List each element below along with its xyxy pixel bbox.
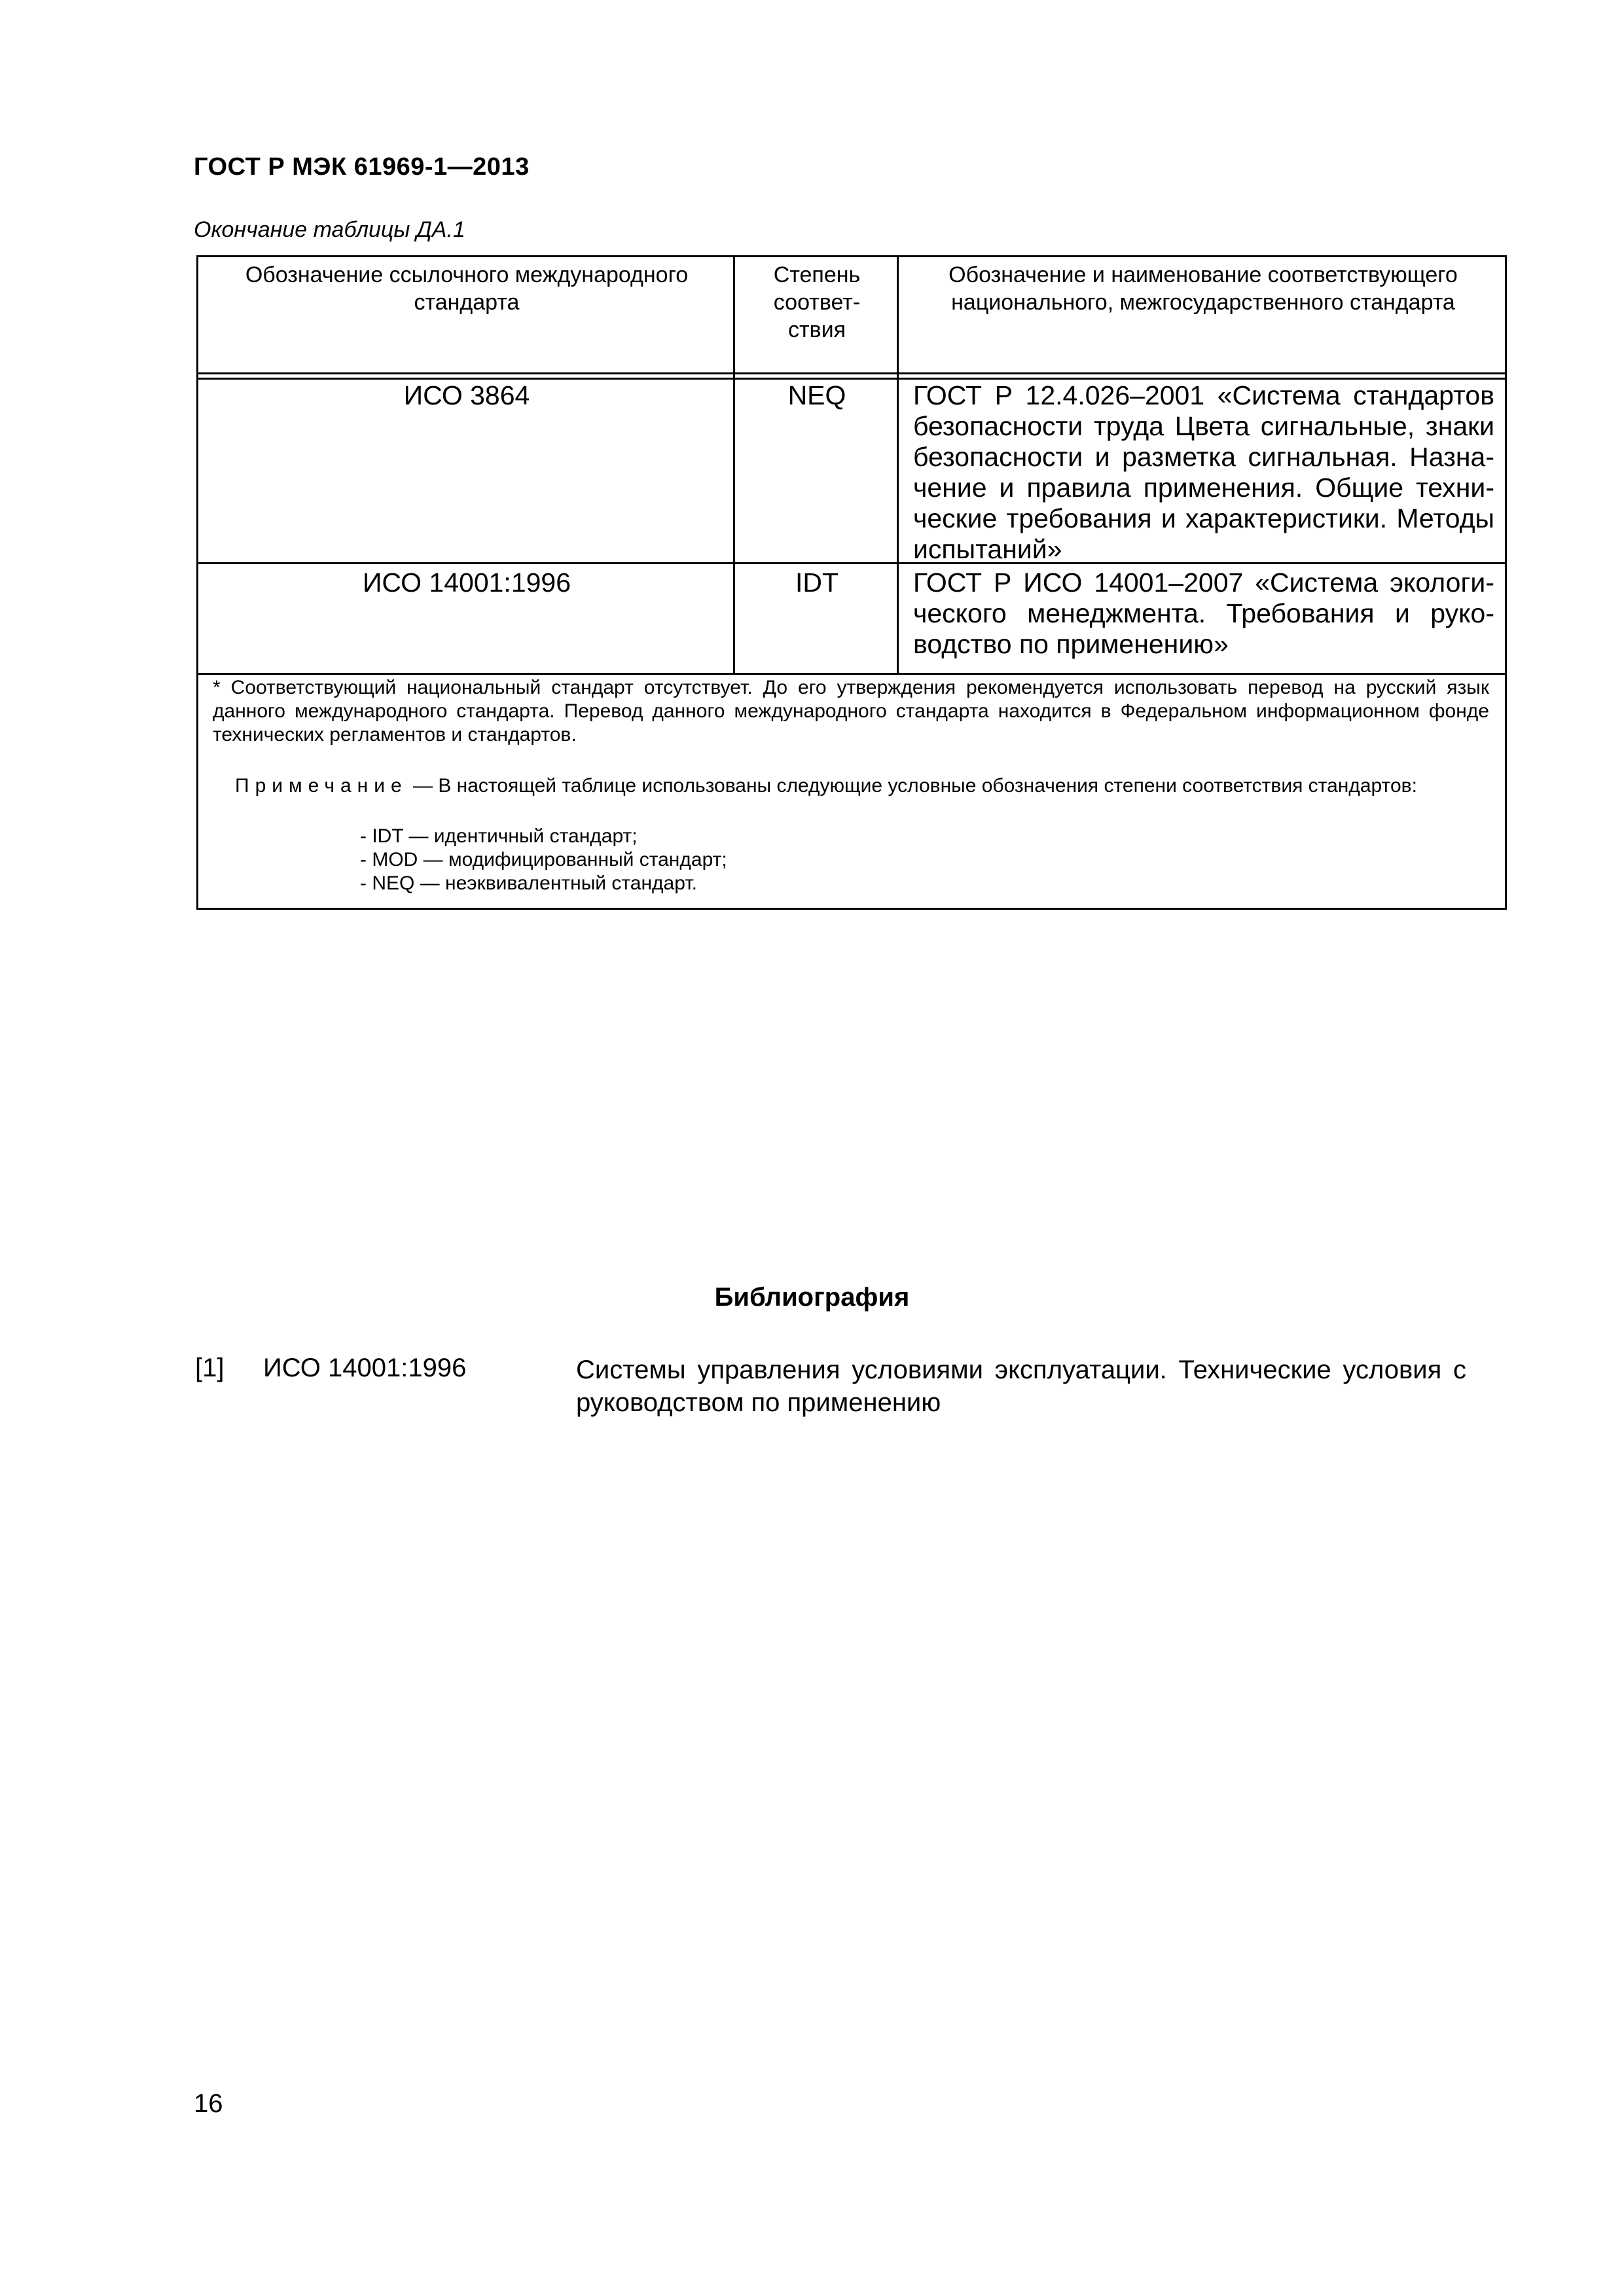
table-caption: Окончание таблицы ДА.1	[194, 217, 465, 242]
note-label: Примечание	[235, 775, 408, 797]
row2-intl-standard: ИСО 14001:1996	[362, 567, 571, 598]
bibliography-entry-code: ИСО 14001:1996	[263, 1354, 467, 1382]
note-text: — В настоящей таблице использованы следующие условные обозначения степени соответствия стандартов:	[407, 775, 1417, 797]
row1-degree: NEQ	[787, 380, 846, 410]
header-degree: Степень соответ- ствия	[773, 262, 861, 342]
document-header: ГОСТ Р МЭК 61969-1—2013	[194, 153, 530, 181]
standards-table	[196, 255, 1507, 910]
header-divider	[198, 372, 1505, 374]
row2-national-standard: ГОСТ Р ИСО 14001–2007 «Система экологического менеджмента. Требования и руководство по применению»	[913, 567, 1494, 659]
row1-intl-standard: ИСО 3864	[403, 380, 530, 410]
row2-degree: IDT	[795, 567, 839, 598]
row1-national-standard: ГОСТ Р 12.4.026–2001 «Система стандартов безопасности труда Цвета сигнальные, знаки безопасности и разметка сигнальная. Назначение и правила применения. Общие технические требования и характеристики. Методы испытаний»	[913, 380, 1494, 564]
header-national-standard: Обозначение и наименование соответствующего национального, межгосударственного стандарта	[948, 262, 1458, 315]
note-item-mod: - MOD — модифицированный стандарт;	[360, 849, 727, 870]
bibliography-title: Библиография	[714, 1283, 910, 1312]
footnote-divider	[198, 673, 1505, 675]
header-intl-standard: Обозначение ссылочного международного стандарта	[245, 262, 689, 315]
note-item-idt: - IDT — идентичный стандарт;	[360, 825, 638, 847]
page-number: 16	[194, 2089, 223, 2118]
bibliography-entry-description: Системы управления условиями эксплуатации. Технические условия с руководством по применению	[576, 1355, 1466, 1417]
note-item-neq: - NEQ — неэквивалентный стандарт.	[360, 872, 698, 894]
table-note	[213, 774, 1489, 798]
column-divider	[733, 257, 735, 673]
header-divider	[198, 378, 1505, 380]
table-footnote: * Соответствующий национальный стандарт отсутствует. До его утверждения рекомендуется использовать перевод на русский язык данного международного стандарта. Перевод данного международного стандарта находится в Федеральном информационном фонде технических регламентов и стандартов.	[213, 677, 1489, 745]
column-divider	[897, 257, 899, 673]
bibliography-entry-number: [1]	[195, 1354, 225, 1382]
